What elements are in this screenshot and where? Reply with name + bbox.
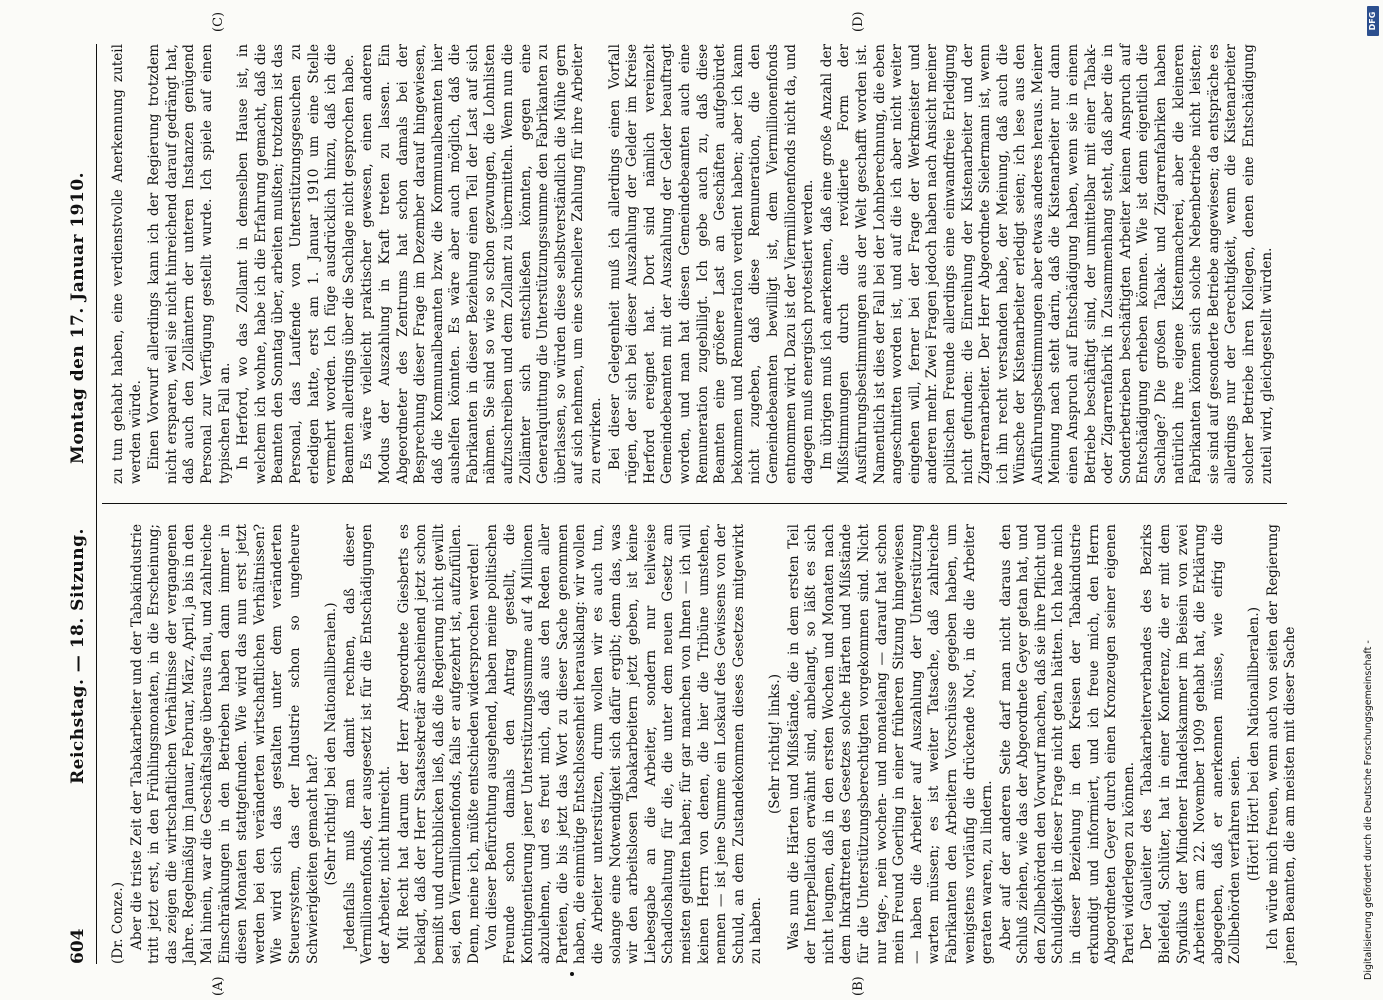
paragraph: Von dieser Befürchtung ausgehend, haben meine politischen Freunde schon damals den Antrag gestellt, die Kontingentierung jener Unterstützungssumme auf 4 Millionen abzulehnen, und es freut mich, daß aus den Reden aller Parteien, die bis jetzt das Wort zu dieser Sache genommen haben, die einmütige Entschlossenheit herausklang: wir wollen die Arbeiter unterstützen, drum wollen wir es auch tun, solange eine Notwendigkeit sich dafür ergibt; denn das, was wir den arbeitslosen Tabakarbeitern jetzt geben, ist keine Liebesgabe an die Arbeiter, sondern nur teilweise Schadloshaltung für die, die unter dem neuen Gesetz am meisten gelitten haben; für gar manchen von Ihnen — ich will keinen Herrn von denen, die hier die Tribüne umstehen, nennen — ist jene Summe ein Loskauf des Gewissens von der Schuld, an dem Zustandekommen dieses Gesetzes mitgewirkt zu haben. — [484, 524, 765, 964]
paragraph: Es wäre vielleicht praktischer gewesen, einen anderen Modus der Auszahlung in Kraft treten zu lassen. Ein Abgeordneter des Zentrums hat schon damals bei der Besprechung dieser Frage im Dezember darauf hingewiesen, daß die Kommunalbeamten bzw. die Kommunalbeamten hier aushelfen könnten. Es wäre aber auch möglich, daß die Fabrikanten in dieser Beziehung einen Teil der Last auf sich nähmen. Sie sind so wie so schon gezwungen, die Lohnlisten aufzuschreiben und dem Zollamt zu übermitteln. Wenn nun die Zollämter sich entschließen könnten, gegen eine Generalquittung die Unterstützungssumme den Fabrikanten zu überlassen, so würden diese selbstverständlich die Mühe gern auf sich nehmen, um eine schnellere Zahlung für ihre Arbeiter zu erwirken. — [359, 44, 605, 484]
speaker-note: (Dr. Conze.) — [110, 881, 126, 964]
paragraph: In Herford, wo das Zollamt in demselben Hause ist, in welchem ich wohne, habe ich die Erfahrung gemacht, daß die Beamten den Sonntag über, arbeiten mußten; trotzdem ist das Personal, das Laufende von Unterstützungsgesuchen zu erledigen hatte, erst am 1. Januar 1910 um eine Stelle vermehrt worden. Ich füge ausdrücklich hinzu, daß ich die Beamten allerdings über die Sachlage nicht gesprochen habe. — [235, 44, 357, 484]
right-column — [110, 44, 1280, 484]
rotated-page-content — [30, 0, 1330, 1000]
margin-marker-d: (D) — [851, 11, 866, 32]
margin-marker-b: (B) — [851, 976, 866, 996]
session-date: Montag den 17. Januar 1910. — [68, 171, 88, 464]
paragraph: Im übrigen muß ich anerkennen, daß eine große Anzahl der Mißstimmungen durch die revidierte Form der Ausführungsbestimmungen aus der Welt geschafft worden ist. Namentlich ist dies der Fall bei der Lohnberechnung, die eben angeschnitten worden ist, und auf die ich aber nicht weiter eingehen will, ferner bei der Frage der Werkmeister und anderen mehr. Zwei Fragen jedoch haben nach Ansicht meiner politischen Freunde allerdings eine einwandfreie Erledigung nicht gefunden: die Einreihung der Kistenarbeiter und der Zigarrenarbeiter. Der Herr Abgeordnete Sielermann ist, wenn ich ihn recht verstanden habe, der Meinung, daß auch die Wünsche der Kistenarbeiter erledigt seien; ich lese aus den Ausführungsbestimmungen aber etwas anderes heraus. Meiner Meinung nach steht darin, daß die Kistenarbeiter nur dann einen Anspruch auf Entschädigung haben, wenn sie in einem Betriebe beschäftigt sind, der unmittelbar mit einer Tabak- oder Zigarrenfabrik in Zusammenhang steht, daß aber die in Sonderbetrieben beschäftigten Arbeiter keinen Anspruch auf Entschädigung erheben können. Wie ist denn eigentlich die Sachlage? Die großen Tabak- und Zigarrenfabriken haben natürlich ihre eigene Kistenmacherei, aber die kleineren Fabrikanten können sich solche Nebenbetriebe nicht leisten; sie sind auf gesonderte Betriebe angewiesen; da entspräche es allerdings nur der Gerechtigkeit, wenn die Kistenarbeiter solcher Betriebe ihren Kollegen, denen eine Entschädigung zuteil wird, gleichgestellt würden. — [818, 44, 1275, 484]
paragraph: Was nun die Härten und Mißstände, die in dem ersten Teil der Interpellation erwähnt sind, anbelangt, so läßt es sich nicht leugnen, daß in den ersten Wochen und Monaten nach dem Inkrafttreten des Gesetzes solche Härten und Mißstände für die Unterstützungsberechtigten vorgekommen sind. Nicht nur tage-, nein wochen- und monatelang — darauf hat schon mein Freund Goerling in einer früheren Sitzung hingewiesen — haben die Arbeiter auf Auszahlung der Unterstützung warten müssen; es ist weiter Tatsache, daß zahlreiche Fabrikanten den Arbeitern Vorschüsse gegeben haben, um wenigstens vorläufig die drückende Not, in die die Arbeiter geraten waren, zu lindern. — [785, 524, 996, 964]
interjection: (Sehr richtig! bei den Nationalliberalen.) — [323, 602, 340, 886]
paragraph: Bei dieser Gelegenheit muß ich allerdings einen Vorfall rügen, der sich bei dieser Auszahlung der Gelder im Kreise Herford ereignet hat. Dort sind nämlich vereinzelt Gemeindebeamten mit der Auszahlung der Gelder beauftragt worden, und man hat diesen Gemeindebeamten auch eine Remuneration zugebilligt. Ich gebe auch zu, daß diese Beamten eine größere Last an Geschäften aufgebürdet bekommen und Remuneration verdient haben; aber ich kann nicht zugeben, daß diese Remuneration, die den Gemeindebeamten bewilligt ist, dem Viermillionenfonds entnommen wird. Dazu ist der Viermillionenfonds nicht da, und dagegen muß energisch protestiert werden. — [606, 44, 817, 484]
page-number: 604 — [68, 928, 88, 964]
credit-text: Digitalisierung gefördert durch die Deutsche Forschungsgemeinschaft - — [1363, 640, 1374, 980]
interjection: (Hört! Hört! bei den Nationalliberalen.) — [1246, 606, 1262, 882]
paragraph: Aber auf der anderen Seite darf man nicht daraus den Schluß ziehen, wie das der Abgeordnete Geyer getan hat, und den Zollbehörden den Vorwurf machen, daß sie ihre Pflicht und Schuldigkeit in dieser Frage nicht getan hätten. Ich habe mich in dieser Beziehung in den Kreisen der Tabakindustrie erkundigt und informiert, und ich freue mich, den Herrn Abgeordneten Geyer durch einen Kronzeugen seiner eigenen Partei widerlegen zu können. — [997, 524, 1137, 964]
margin-marker-a: (A) — [211, 976, 226, 996]
dfg-logo-label: DFG — [1368, 11, 1377, 31]
paragraph: zu tun gehabt haben, eine verdienstvolle Anerkennung zuteil werden würde. — [110, 44, 144, 484]
paragraph: Einen Vorwurf allerdings kann ich der Regierung trotzdem nicht ersparen, weil sie nicht hinreichend darauf gedrängt hat, daß auch den Zollämtern der unteren Instanzen genügend Personal zur Verfügung gestellt wurde. Ich spiele auf einen typischen Fall an. — [146, 44, 233, 484]
left-column — [110, 524, 1299, 964]
paragraph: Jedenfalls muß man damit rechnen, daß dieser Vermillionenfonds, der ausgesetzt ist für die Entschädigungen der Arbeiter, nicht hinreicht. — [341, 524, 393, 964]
paragraph: Aber die triste Zeit der Tabakarbeiter und der Tabakindustrie tritt jetzt erst, in den Frühlingsmonaten, in die Erscheinung; das zeigen die wirtschaftlichen Verhältnisse der vergangenen Jahre. Regelmäßig im Januar, Februar, März, April, ja bis in den Mai hinein, war die Geschäftslage überaus flau, und zahlreiche Einschränkungen in den Betrieben haben dann immer in diesen Monaten stattgefunden. Wie wird das nun erst jetzt werden bei den veränderten wirtschaftlichen Verhältnissen? Wie wird sich das gestalten unter dem veränderten Steuersystem, das der Industrie schon so ungeheure Schwierigkeiten gemacht hat? — [128, 524, 321, 964]
paragraph: Ich würde mich freuen, wenn auch von seiten der Regierung jenen Beamten, die am meisten mit dieser Sache — [1264, 524, 1299, 964]
paragraph: Mit Recht hat darum der Herr Abgeordnete Giesberts es beklagt, daß der Herr Staatssekretär anscheinend jetzt schon bemißt und durchblicken ließ, daß die Regierung nicht gewillt sei, den Viermillionenfonds, falls er aufgezehrt ist, aufzufüllen. Denn, meine ich, müßte entschieden widersprochen werden! — [395, 524, 482, 964]
margin-dot — [570, 972, 574, 976]
digitization-credit — [1362, 20, 1376, 980]
interjection: (Sehr richtig! links.) — [766, 673, 783, 815]
column-divider — [102, 503, 1287, 504]
paragraph: Der Gauleiter des Tabakarbeiterverbandes des Bezirks Bielefeld, Schlüter, hat in einer Konferenz, die er mit dem Syndikus der Mindener Handelskammer im Beisein von zwei Arbeitern am 22. November 1909 gehabt hat, die Erklärung abgegeben, daß er anerkennen müsse, wie eifrig die Zollbehörden verfahren seien. — [1139, 524, 1244, 964]
margin-marker-c: (C) — [211, 11, 226, 32]
running-head: Reichstag. — 18. Sitzung. — [68, 528, 88, 784]
page-header — [66, 44, 97, 964]
